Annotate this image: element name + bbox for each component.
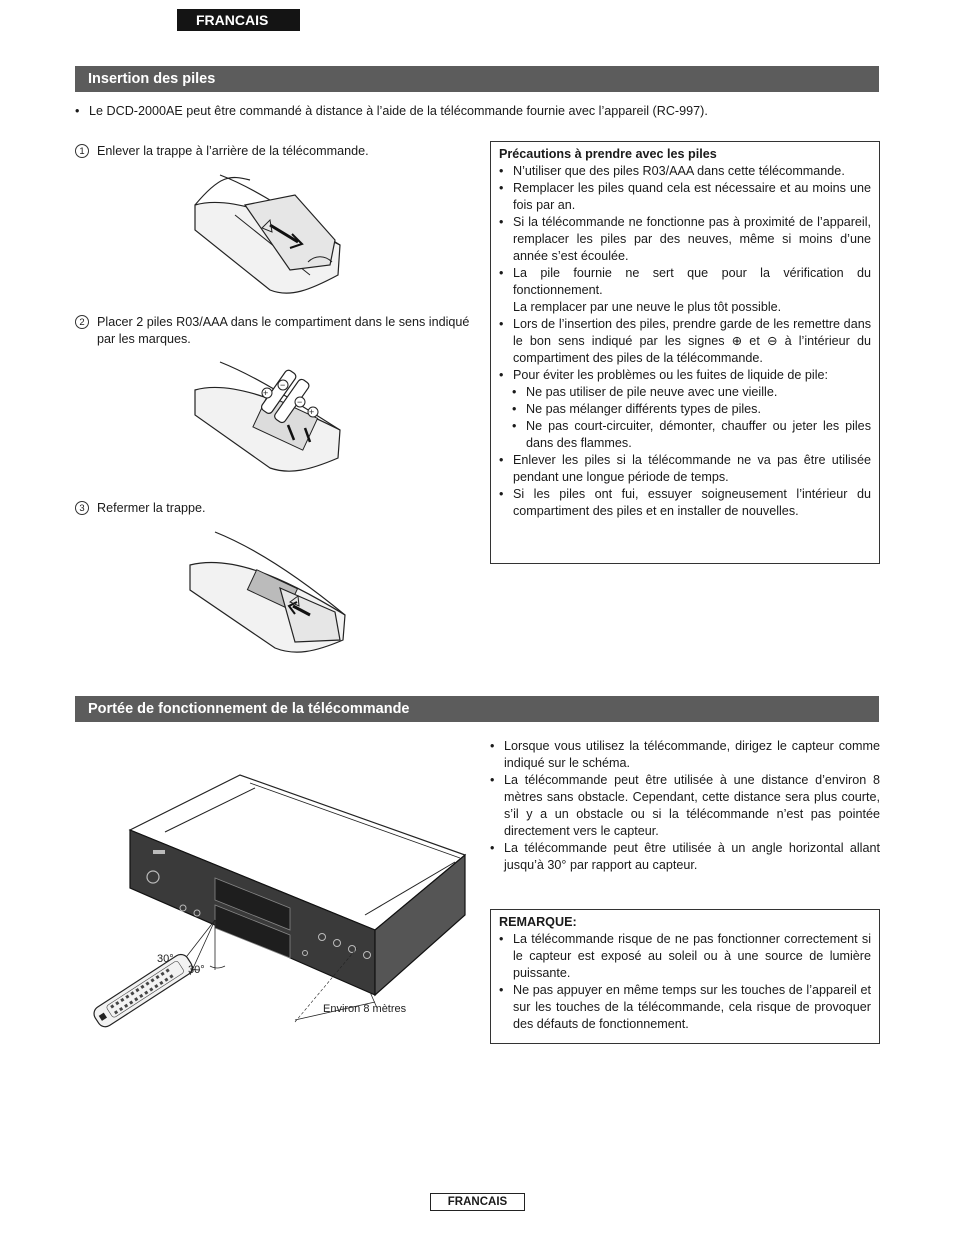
distance-label: Environ 8 mètres [323, 1003, 407, 1015]
precautions-box [490, 141, 880, 564]
precaution-subitem: • Ne pas court-circuiter, démonter, chauffer ou jeter les piles dans des flammes. [499, 418, 871, 452]
angle-label-right: 30° [188, 964, 205, 976]
section-title-remote-range: Portée de fonctionnement de la télécommande [75, 696, 879, 722]
remote-open-cover-illustration [190, 170, 350, 300]
svg-text:−: − [297, 397, 303, 407]
precaution-subitem: • Ne pas utiliser de pile neuve avec une vieille. [499, 384, 871, 401]
remark-box [490, 909, 880, 1044]
range-bullet: • Lorsque vous utilisez la télécommande, dirigez le capteur comme indiqué sur le schéma. [490, 738, 880, 772]
precaution-item: • Pour éviter les problèmes ou les fuites de liquide de pile: [499, 367, 871, 384]
precaution-item: • Lors de l’insertion des piles, prendre garde de les remettre dans le bon sens indiqué par les signes ⊕ et ⊖ à l’intérieur du compartiment des piles de la télécommande. [499, 316, 871, 367]
step-number: 1 [75, 144, 89, 158]
precaution-subitem: • Ne pas mélanger différents types de piles. [499, 401, 871, 418]
remote-close-cover-illustration [185, 530, 355, 655]
precaution-item-extra: La remplacer par une neuve le plus tôt possible. [513, 300, 782, 314]
precaution-item: • Enlever les piles si la télécommande ne va pas être utilisée pendant une longue période de temps. [499, 452, 871, 486]
angle-label-left: 30° [157, 953, 174, 965]
svg-text:+: + [309, 407, 315, 417]
step-number: 2 [75, 315, 89, 329]
remote-range-diagram [85, 770, 470, 1040]
remark-item: • La télécommande risque de ne pas fonctionner correctement si le capteur est exposé au soleil ou à une source de lumière puissante. [499, 931, 871, 982]
language-tab: FRANCAIS [177, 9, 300, 31]
precaution-item: • Si les piles ont fui, essuyer soigneusement l’intérieur du compartiment des piles et en installer de nouvelles. [499, 486, 871, 520]
step-text: Placer 2 piles R03/AAA dans le compartiment dans le sens indiqué par les marques. [97, 315, 470, 346]
range-bullets [490, 738, 880, 874]
step-2 [75, 314, 470, 348]
step-number: 3 [75, 501, 89, 515]
remote-insert-batteries-illustration [190, 360, 350, 472]
section-title-battery-insertion: Insertion des piles [75, 66, 879, 92]
precautions-title: Précautions à prendre avec les piles [499, 147, 717, 161]
remark-item: • Ne pas appuyer en même temps sur les touches de l’appareil et sur les touches de la télécommande, cela risque de provoquer des défauts de fonctionnement. [499, 982, 871, 1033]
range-bullet: • La télécommande peut être utilisée à une distance d’environ 8 mètres sans obstacle. Cependant, cette distance sera plus courte, s’il y a un obstacle ou si la télécommande n’est pas pointée directement vers le capteur. [490, 772, 880, 840]
remark-title: REMARQUE: [499, 915, 577, 929]
intro-text: • Le DCD-2000AE peut être commandé à distance à l’aide de la télécommande fournie avec l’appareil (RC-997). [75, 103, 893, 120]
range-bullet: • La télécommande peut être utilisée à un angle horizontal allant jusqu’à 30° par rapport au capteur. [490, 840, 880, 874]
svg-text:−: − [280, 380, 286, 390]
step-text: Enlever la trappe à l’arrière de la télécommande. [97, 144, 369, 158]
precaution-item: • Remplacer les piles quand cela est nécessaire et au moins une fois par an. [499, 180, 871, 214]
step-1 [75, 143, 470, 160]
footer-language-tab: FRANCAIS [430, 1193, 525, 1211]
precaution-item: • Si la télécommande ne fonctionne pas à proximité de l’appareil, remplacer les piles par des neuves, même si moins d’une année s’est écoulée. [499, 214, 871, 265]
step-text: Refermer la trappe. [97, 501, 206, 515]
svg-text:+: + [263, 388, 269, 398]
step-3 [75, 500, 470, 517]
precaution-item: • La pile fournie ne sert que pour la vérification du fonctionnement. [499, 265, 871, 299]
precaution-item: • N’utiliser que des piles R03/AAA dans cette télécommande. [499, 163, 871, 180]
